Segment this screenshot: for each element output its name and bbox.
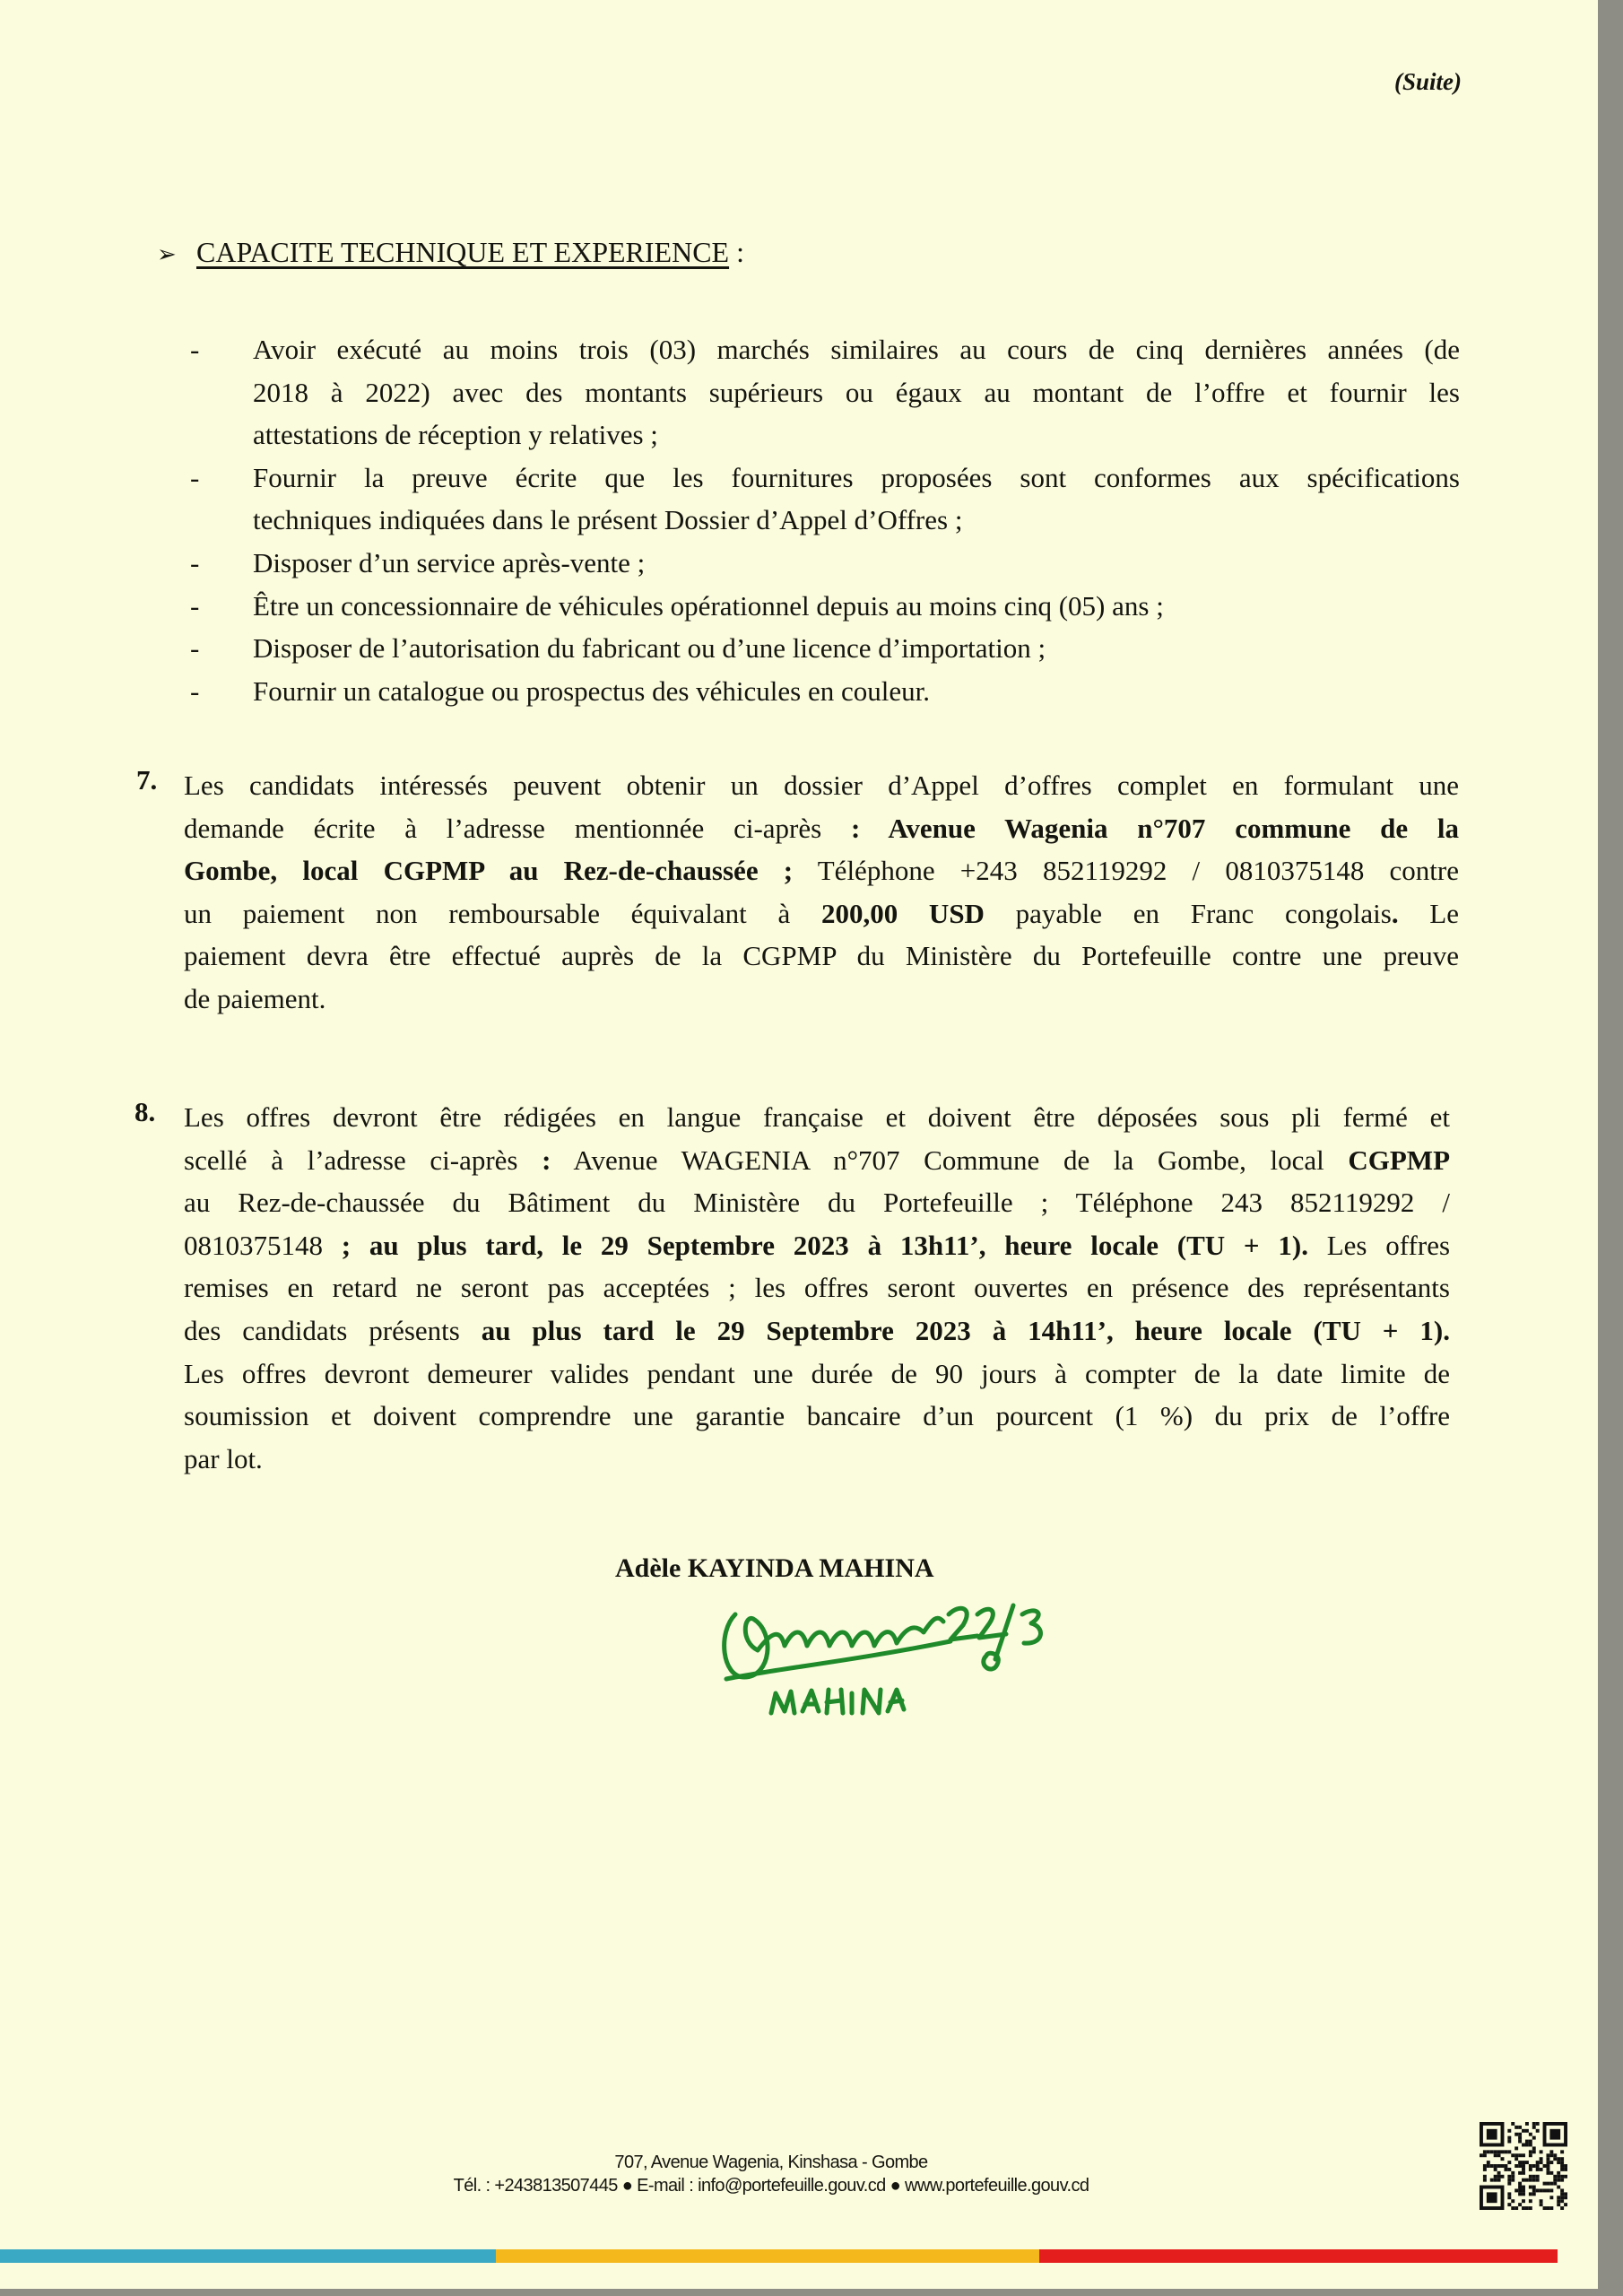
list-item	[190, 670, 1460, 713]
text-line	[253, 328, 1460, 371]
item-number-8: 8.	[135, 1096, 156, 1127]
dash-bullet: -	[190, 589, 200, 622]
color-bar-red	[1039, 2249, 1558, 2263]
text-line	[253, 542, 1460, 585]
text: scellé à l’adresse ci-après	[184, 1144, 542, 1176]
dash-bullet: -	[190, 461, 200, 493]
dash-bullet: -	[190, 546, 200, 578]
text-line	[253, 413, 1460, 457]
text-line	[253, 457, 1460, 500]
arrow-bullet-icon: ➢	[157, 241, 177, 267]
list-item	[190, 328, 1460, 457]
text-line	[184, 1096, 1450, 1139]
bold-text: CGPMP	[1348, 1144, 1451, 1176]
continuation-label: (Suite)	[1394, 68, 1462, 95]
text: Les candidats intéressés peuvent obtenir un dossier d’Appel d’offres complet en formulant une	[184, 770, 1459, 801]
handwritten-signature	[708, 1578, 1157, 1731]
text: un paiement non remboursable équivalant à	[184, 897, 821, 929]
section-heading	[157, 236, 744, 269]
text-line	[184, 764, 1459, 807]
section-colon: :	[729, 236, 744, 268]
text: Le	[1398, 897, 1459, 929]
text: Les offres devront être rédigées en langue française et doivent être déposées sous pli fermé et	[184, 1101, 1450, 1133]
text-line	[184, 935, 1459, 978]
text-line	[184, 1139, 1450, 1182]
text-line	[253, 499, 1460, 542]
bold-text: Gombe, local CGPMP au Rez-de-chaussée ;	[184, 855, 794, 887]
text: Avenue WAGENIA n°707 Commune de la Gombe, local	[551, 1144, 1349, 1176]
bold-text: .	[1391, 897, 1399, 929]
dash-bullet: -	[190, 674, 200, 707]
text-line	[253, 627, 1460, 670]
text-line	[184, 1309, 1450, 1352]
text-line	[184, 1181, 1450, 1224]
text-line	[184, 807, 1459, 850]
text-line	[253, 371, 1460, 414]
text: par lot.	[184, 1442, 263, 1474]
text: 0810375148	[184, 1229, 342, 1261]
text: des candidats présents	[184, 1314, 482, 1346]
text: au Rez-de-chaussée du Bâtiment du Ministère du Portefeuille ; Téléphone 243 852119292 /	[184, 1187, 1450, 1219]
text: Fournir un catalogue ou prospectus des véhicules en couleur.	[253, 674, 930, 707]
list-item	[190, 457, 1460, 542]
list-item	[190, 627, 1460, 670]
text-line	[184, 1224, 1450, 1267]
text-line	[184, 1395, 1450, 1438]
list-item	[190, 585, 1460, 628]
text: Avoir exécuté au moins trois (03) marchés similaires au cours de cinq dernières années (de	[253, 334, 1460, 365]
dash-bullet: -	[190, 632, 200, 665]
requirements-list	[190, 328, 1460, 712]
text-line	[184, 978, 1459, 1021]
color-bar-orange	[496, 2249, 1039, 2263]
text-line	[184, 1352, 1450, 1396]
item-number-7: 7.	[136, 764, 158, 796]
paragraph-item-7	[184, 764, 1459, 1021]
text: Être un concessionnaire de véhicules opérationnel depuis au moins cinq (05) ans ;	[253, 589, 1164, 622]
text: 2018 à 2022) avec des montants supérieurs ou égaux au montant de l’offre et fournir les	[253, 376, 1460, 408]
text: demande écrite à l’adresse mentionnée ci-après	[184, 812, 851, 844]
bold-text: :	[542, 1144, 551, 1176]
text: Disposer d’un service après-vente ;	[253, 546, 646, 578]
signature-mahina	[771, 1690, 904, 1713]
list-item	[190, 542, 1460, 585]
text: attestations de réception y relatives ;	[253, 419, 658, 451]
signatory-name: Adèle KAYINDA MAHINA	[615, 1553, 934, 1583]
text: paiement devra être effectué auprès de la CGPMP du Ministère du Portefeuille contre une preuve	[184, 940, 1459, 972]
text: Les offres devront demeurer valides pendant une durée de 90 jours à compter de la date limite de	[184, 1357, 1450, 1389]
qr-code-icon	[1480, 2122, 1567, 2210]
text-line	[184, 1438, 1450, 1481]
text: Téléphone +243 852119292 / 0810375148 contre	[793, 855, 1459, 887]
text: de paiement.	[184, 982, 326, 1014]
text: payable en Franc congolais	[984, 897, 1392, 929]
text-line	[184, 1266, 1450, 1309]
signature-stroke	[725, 1614, 943, 1677]
bold-text: au plus tard le 29 Septembre 2023 à 14h11’, heure locale (TU + 1).	[481, 1314, 1450, 1346]
text: techniques indiquées dans le présent Dossier d’Appel d’Offres ;	[253, 504, 963, 536]
paragraph-item-8	[184, 1096, 1450, 1480]
text: soumission et doivent comprendre une garantie bancaire d’un pourcent (1 %) du prix de l’offre	[184, 1400, 1450, 1432]
dash-bullet: -	[190, 334, 200, 365]
text: Les offres	[1307, 1229, 1451, 1261]
signature-date	[949, 1605, 1040, 1669]
footer-address: 707, Avenue Wagenia, Kinshasa - Gombe	[614, 2152, 928, 2172]
text-line	[253, 670, 1460, 713]
bold-text: ; au plus tard, le 29 Septembre 2023 à 13h11’, heure locale (TU + 1).	[341, 1229, 1308, 1261]
bold-text: 200,00 USD	[820, 897, 985, 929]
text-line	[184, 892, 1459, 935]
section-title: CAPACITE TECHNIQUE ET EXPERIENCE	[196, 236, 730, 268]
text-line	[253, 585, 1460, 628]
bold-text: : Avenue Wagenia n°707 commune de la	[850, 812, 1459, 844]
text: Fournir la preuve écrite que les fournitures proposées sont conformes aux spécifications	[253, 461, 1460, 493]
text: Disposer de l’autorisation du fabricant ou d’une licence d’importation ;	[253, 632, 1046, 665]
footer-contact: Tél. : +243813507445 ● E-mail : info@portefeuille.gouv.cd ● www.portefeuille.gouv.cd	[453, 2176, 1089, 2196]
color-bar-cyan	[0, 2249, 496, 2263]
text: remises en retard ne seront pas acceptées ; les offres seront ouvertes en présence des représentants	[184, 1272, 1450, 1304]
text-line	[184, 849, 1459, 892]
